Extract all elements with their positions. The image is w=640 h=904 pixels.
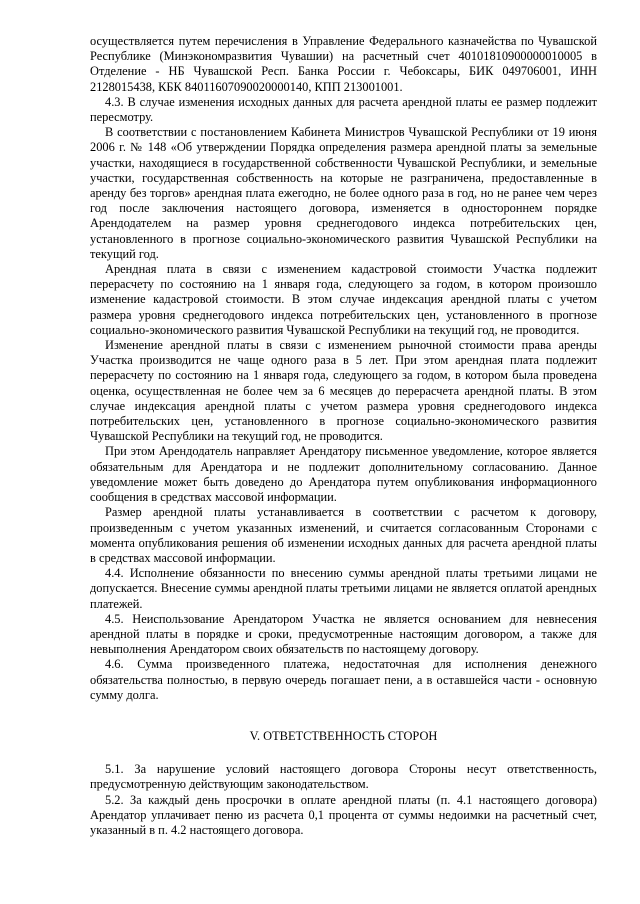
clause-5-1-paragraph: 5.1. За нарушение условий настоящего договора Стороны несут ответственность, предусмотренную действующим законодательством. [90,762,597,792]
clause-4-4-paragraph: 4.4. Исполнение обязанности по внесению суммы арендной платы третьими лицами не допускается. Внесение суммы арендной платы третьими лицами не является оплатой арендных платежей. [90,566,597,611]
notification-paragraph: При этом Арендодатель направляет Арендатору письменное уведомление, которое является обязательным для Арендатора и не подлежит дополнительному согласованию. Данное уведомление может быть доведено до Арендатора путем опубликования информационного сообщения в средствах массовой информации. [90,444,597,505]
clause-4-5-paragraph: 4.5. Неиспользование Арендатором Участка не является основанием для невнесения арендной платы в порядке и сроки, предусмотренные настоящим договором, а также для невыполнения Арендатором своих обязательств по настоящему договору. [90,611,597,657]
indexation-paragraph: В соответствии с постановлением Кабинета Министров Чувашской Республики от 19 июня 2006 г. № 148 «Об утверждении Порядка определения размера арендной платы за земельные участки, находящиеся в государственной собственности Чувашской Республики, и земельные участки, государственная собственность на которые не разграничена, предоставленные в аренду без торгов» арендная плата ежегодно, не более одного раза в год, но не ранее чем через год после заключения настоящего договора, изменяется в одностороннем порядке Арендодателем на размер уровня среднегодового индекса потребительских цен, установленного в прогнозе социально-экономического развития Чувашской Республики на текущий год. [90,125,597,261]
clause-4-3-paragraph: 4.3. В случае изменения исходных данных для расчета арендной платы ее размер подлежит пересмотру. [90,94,597,125]
cadastral-change-paragraph: Арендная плата в связи с изменением кадастровой стоимости Участка подлежит перерасчету по состоянию на 1 января года, следующего за годом, в котором произошло изменение кадастровой стоимости. В этом случае индексация арендной платы с учетом размера уровня среднегодового индекса потребительских цен, установленного в прогнозе социально-экономического развития Чувашской Республики на текущий год, не проводится. [90,262,597,337]
clause-5-2-paragraph: 5.2. За каждый день просрочки в оплате арендной платы (п. 4.1 настоящего договора) Арендатор уплачивает пеню из расчета 0,1 процента от суммы недоимки на расчетный счет, указанный в п. 4.2 настоящего договора. [90,792,597,837]
market-value-change-paragraph: Изменение арендной платы в связи с изменением рыночной стоимости права аренды Участка производится не чаще одного раза в 5 лет. При этом арендная плата подлежит перерасчету по состоянию на 1 января года, следующего за годом, в котором была проведена оценка, осуществленная не более чем за 6 месяцев до перерасчета арендной платы. В этом случае индексация арендной платы с учетом размера уровня среднегодового индекса потребительских цен, установленного в прогнозе социально-экономического развития Чувашской Республики на текущий год, не проводится. [90,338,597,444]
section-heading: V. ОТВЕТСТВЕННОСТЬ СТОРОН [249,728,438,743]
clause-4-6-paragraph: 4.6. Сумма произведенного платежа, недостаточная для исполнения денежного обязательства полностью, в первую очередь погашает пени, а в оставшейся части - основную сумму долга. [90,657,597,702]
payment-details-paragraph: осуществляется путем перечисления в Управление Федерального казначейства по Чувашской Республике (Минэкономразвития Чувашии) на расчетный счет 40101810900000010005 в Отделение - НБ Чувашской Респ. Банка России г. Чебоксары, БИК 049706001, ИНН 2128015438, КБК 84011607090020000140, КПП 213001001. [90,34,597,94]
document-page [90,34,597,838]
rent-amount-paragraph: Размер арендной платы устанавливается в соответствии с расчетом к договору, произведенным с учетом указанных изменений, и считается согласованным Сторонами с момента опубликования решения об изменении исходных данных для расчета арендной платы в средствах массовой информации. [90,505,597,565]
